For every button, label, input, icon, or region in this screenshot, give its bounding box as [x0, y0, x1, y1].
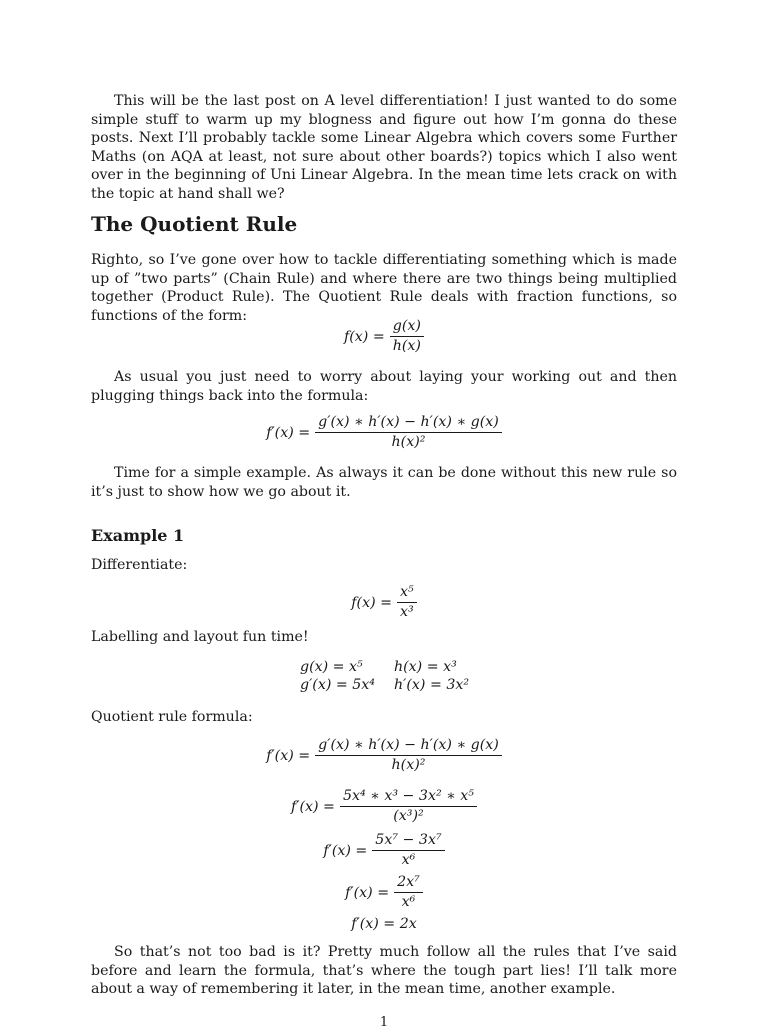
numerator: 5x⁷ − 3x⁷: [372, 832, 444, 851]
h-definition: h(x) = x³: [394, 659, 457, 675]
quotient-rule-formula-label: Quotient rule formula:: [91, 709, 253, 725]
equation-lhs: f′(x) =: [345, 884, 390, 901]
g-derivative: g′(x) = 5x⁴: [300, 677, 375, 693]
numerator: g′(x) ∗ h′(x) − h′(x) ∗ g(x): [315, 414, 502, 433]
g-definition: g(x) = x⁵: [300, 659, 363, 675]
labels-row: [300, 658, 469, 676]
page-number: 1: [379, 1015, 389, 1030]
final-answer: f′(x) = 2x: [351, 916, 417, 932]
fraction: [315, 414, 502, 451]
numerator: x⁵: [397, 584, 417, 603]
fraction: [397, 584, 417, 621]
fraction: [340, 788, 477, 825]
denominator: x³: [400, 604, 414, 620]
numerator: g′(x) ∗ h′(x) − h′(x) ∗ g(x): [315, 737, 502, 756]
section-paragraph: Righto, so I’ve gone over how to tackle differentiating something which is made up of ”two parts” (Chain Rule) and where there are two things being multiplied together (Product Rule). The Quotient Rule deals with fraction functions, so functions of the form:: [91, 252, 677, 324]
equation-lhs: f′(x) =: [266, 747, 311, 764]
denominator: h(x): [392, 338, 421, 354]
example-heading: Example 1: [91, 526, 185, 545]
equation-lhs: f(x) =: [351, 594, 393, 611]
quotient-rule-formula: [91, 414, 677, 451]
denominator: h(x)²: [391, 757, 426, 773]
denominator: x⁶: [401, 852, 416, 868]
denominator: x⁶: [401, 894, 416, 910]
quotient-rule-formula-repeat: [91, 737, 677, 774]
quotient-form-equation: [91, 318, 677, 355]
differentiate-label: Differentiate:: [91, 557, 188, 573]
labels-block: [300, 658, 469, 694]
working-step-2: [91, 832, 677, 869]
working-step-1: [91, 788, 677, 825]
numerator: 2x⁷: [394, 874, 423, 893]
section-heading: The Quotient Rule: [91, 212, 298, 236]
labels-row: [300, 676, 469, 694]
fraction: [315, 737, 502, 774]
numerator: 5x⁴ ∗ x³ − 3x² ∗ x⁵: [340, 788, 477, 807]
fraction: [394, 874, 423, 911]
time-for-example-paragraph: Time for a simple example. As always it can be done without this new rule so it’s just to show how we go about it.: [91, 465, 677, 500]
numerator: g(x): [390, 318, 424, 337]
closing-paragraph: So that’s not too bad is it? Pretty much follow all the rules that I’ve said before and learn the formula, that’s where the tough part lies! I’ll talk more about a way of remembering it later, in the mean time, another example.: [91, 944, 677, 998]
equation-lhs: f′(x) =: [291, 798, 335, 815]
denominator: h(x)²: [391, 434, 426, 450]
fraction: [372, 832, 444, 869]
h-derivative: h′(x) = 3x²: [394, 677, 470, 693]
equation-lhs: f(x) =: [344, 328, 385, 345]
denominator: (x³)²: [393, 808, 424, 824]
equation-lhs: f′(x) =: [266, 424, 311, 441]
equation-lhs: f′(x) =: [323, 842, 368, 859]
labelling-paragraph: Labelling and layout fun time!: [91, 629, 309, 645]
working-step-4: [91, 916, 677, 932]
example-function-equation: [91, 584, 677, 621]
as-usual-paragraph: As usual you just need to worry about laying your working out and then plugging things back into the formula:: [91, 369, 677, 404]
intro-paragraph: This will be the last post on A level differentiation! I just wanted to do some simple stuff to warm up my blogness and figure out how I’m gonna do these posts. Next I’ll probably tackle some Linear Algebra which covers some Further Maths (on AQA at least, not sure about other boards?) topics which I also went over in the beginning of Uni Linear Algebra. In the mean time lets crack on with the topic at hand shall we?: [91, 93, 677, 202]
fraction: [390, 318, 424, 355]
working-step-3: [91, 874, 677, 911]
